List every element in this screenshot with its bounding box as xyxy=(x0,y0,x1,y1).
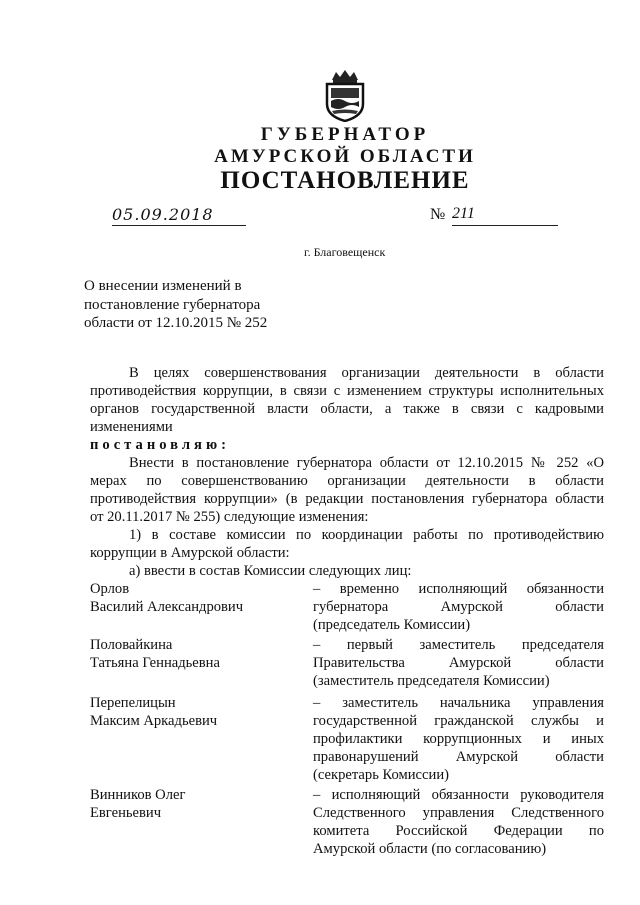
member-role: (секретарь Комиссии) xyxy=(313,767,449,783)
coat-of-arms-icon xyxy=(322,68,368,122)
member-role: Правительства Амурской области xyxy=(313,655,604,671)
member-role: (председатель Комиссии) xyxy=(313,617,471,633)
member-name: Евгеньевич xyxy=(90,805,162,821)
preamble-line: В целях совершенствования организации деятельности в области xyxy=(129,365,604,381)
member-role: – временно исполняющий обязанности xyxy=(313,581,604,597)
number-sign: № xyxy=(430,206,446,223)
member-role: губернатора Амурской области xyxy=(313,599,604,615)
header-region: АМУРСКОЙ ОБЛАСТИ xyxy=(214,146,476,167)
member-role: профилактики коррупционных и иных xyxy=(313,731,604,747)
paragraph-line: противодействия коррупции» (в редакции постановления губернатора области xyxy=(90,491,604,507)
item-line: коррупции в Амурской области: xyxy=(90,545,290,561)
member-name: Половайкина xyxy=(90,637,173,653)
city-label: г. Благовещенск xyxy=(304,245,386,259)
member-role: комитета Российской Федерации по xyxy=(313,823,604,839)
member-name: Перепелицын xyxy=(90,695,176,711)
member-role: – первый заместитель председателя xyxy=(313,637,604,653)
preamble-line: органов государственной власти области, а также в связи с кадровыми xyxy=(90,401,604,417)
preamble-line: противодействия коррупции, в связи с изменением структуры исполнительных xyxy=(90,383,604,399)
subject-line: О внесении изменений в xyxy=(84,278,242,294)
member-role: Амурской области (по согласованию) xyxy=(313,841,547,857)
subject-line: постановление губернатора xyxy=(84,296,261,313)
paragraph-line: Внести в постановление губернатора области от 12.10.2015 № 252 «О xyxy=(129,455,604,471)
paragraph-line: от 20.11.2017 № 255) следующие изменения: xyxy=(90,509,369,525)
member-name: Винников Олег xyxy=(90,787,186,803)
subject-line: области от 12.10.2015 № 252 xyxy=(84,315,268,331)
paragraph-line: мерах по совершенствованию организации деятельности в области xyxy=(90,473,604,489)
document-number: 211 xyxy=(452,205,558,226)
item-line: 1) в составе комиссии по координации работы по противодействию xyxy=(129,527,604,543)
member-role: (заместитель председателя Комиссии) xyxy=(313,673,550,689)
member-role: правонарушений Амурской области xyxy=(313,749,604,765)
member-role: – исполняющий обязанности руководителя xyxy=(313,787,604,803)
header-governor: ГУБЕРНАТОР xyxy=(260,124,430,145)
member-name: Орлов xyxy=(90,581,130,597)
document-type-title: ПОСТАНОВЛЕНИЕ xyxy=(220,167,470,194)
member-name: Татьяна Геннадьевна xyxy=(90,655,220,671)
decree-word: постановляю: xyxy=(90,437,230,453)
member-role: государственной гражданской службы и xyxy=(313,713,604,729)
member-name: Василий Александрович xyxy=(90,599,244,615)
document-subject xyxy=(84,277,267,333)
subitem-line: а) ввести в состав Комиссии следующих лиц: xyxy=(129,563,412,579)
member-role: – заместитель начальника управления xyxy=(313,695,604,711)
member-name: Максим Аркадьевич xyxy=(90,713,218,729)
member-role: Следственного управления Следственного xyxy=(313,805,604,821)
document-date: 05.09.2018 xyxy=(112,205,246,226)
preamble-line: изменениями xyxy=(90,419,173,435)
